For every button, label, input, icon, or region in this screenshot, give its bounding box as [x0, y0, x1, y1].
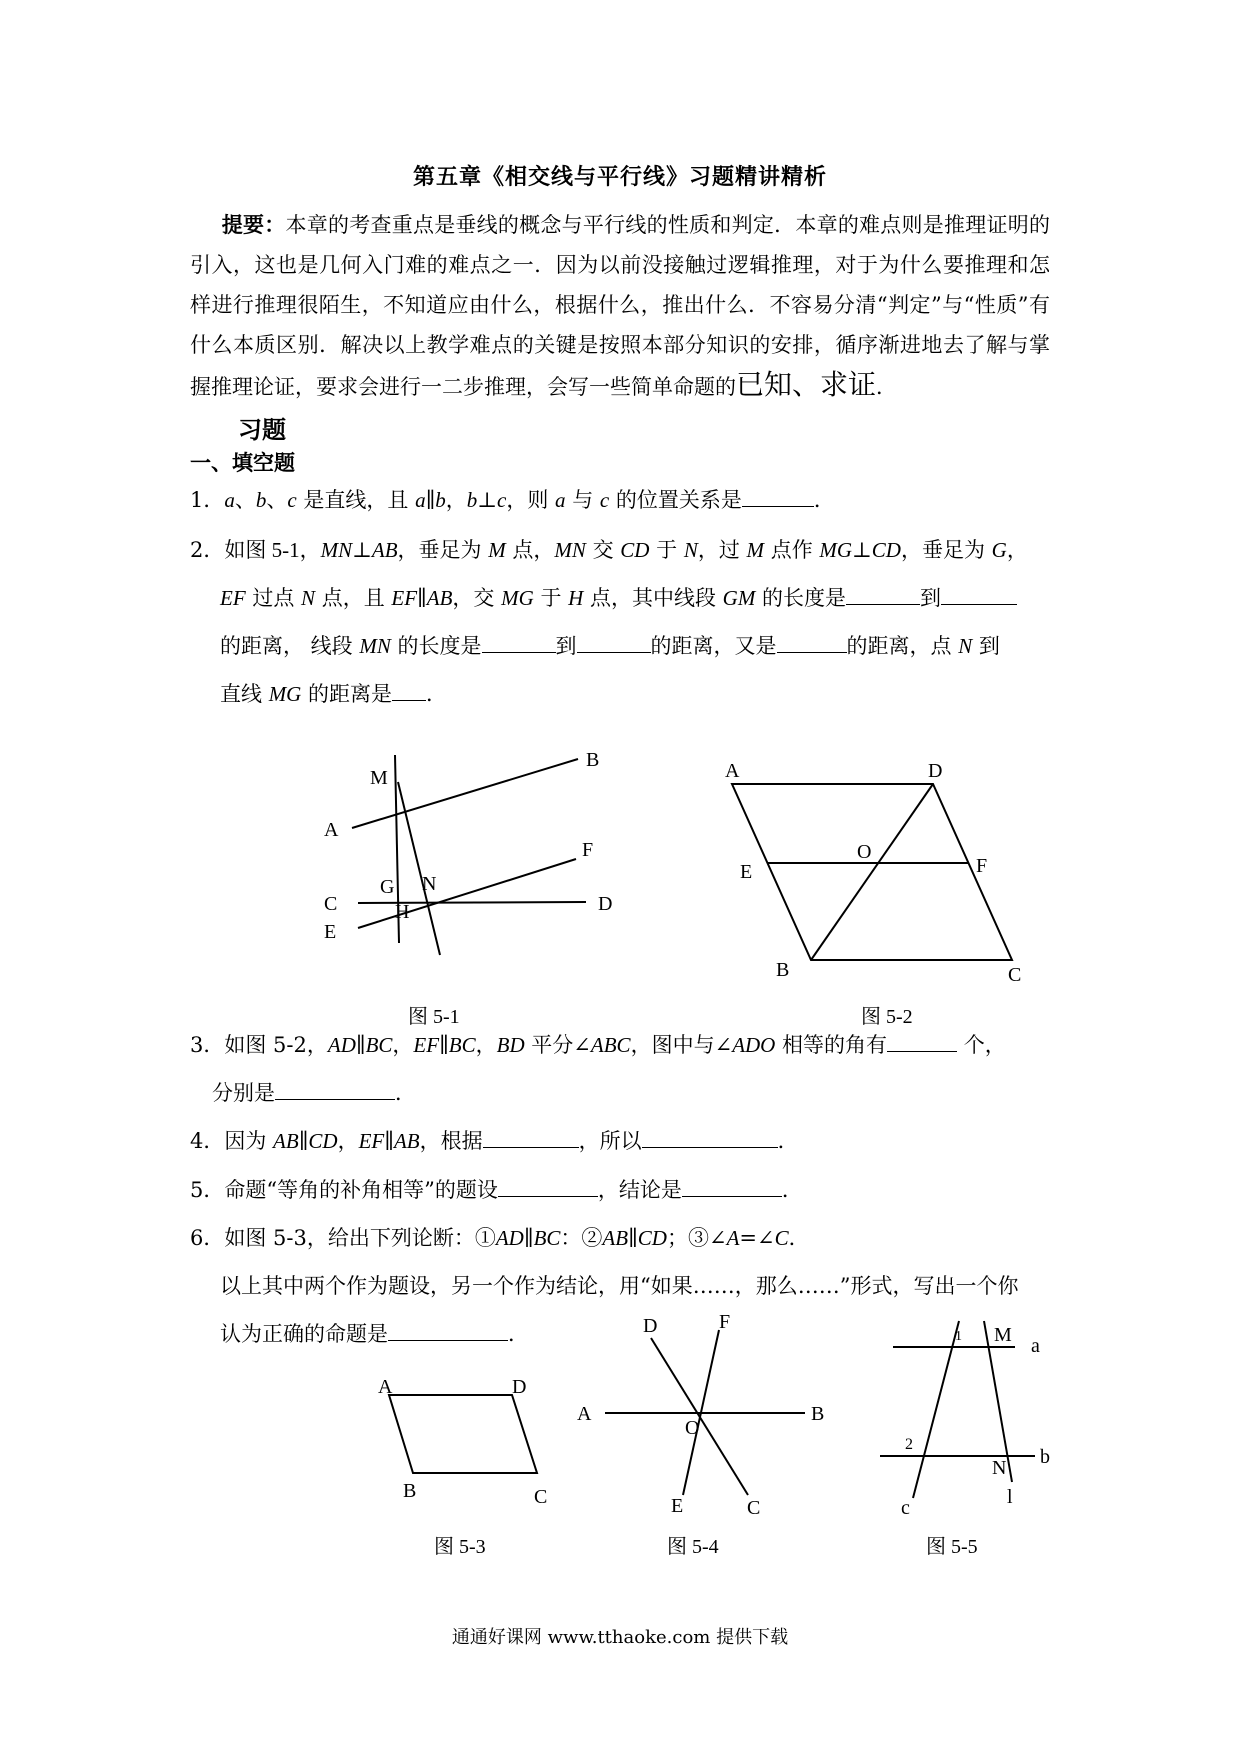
point-d-label: D	[643, 1315, 658, 1337]
q3-t: ∥	[439, 1033, 449, 1057]
q2-t: ，交	[452, 586, 502, 610]
q1-a2: a	[415, 488, 426, 512]
q3-t: ．	[395, 1081, 416, 1105]
figure-5-3	[370, 1365, 560, 1515]
q3-line-2	[212, 1073, 416, 1113]
q2-t: AB	[371, 538, 398, 562]
q1-c2: c	[497, 488, 507, 512]
q2-t: MN	[359, 634, 391, 658]
q1-p6: 与	[565, 488, 600, 512]
point-b-label: B	[586, 749, 600, 771]
q5-t: ．	[781, 1178, 803, 1202]
q6-t: AB	[602, 1226, 629, 1250]
parallelogram-abcd	[389, 1395, 537, 1473]
q3-t: ∥	[355, 1033, 366, 1057]
figure-5-2	[725, 755, 1025, 985]
q4-t: ∥	[384, 1129, 394, 1153]
q1-p4: ，	[445, 488, 467, 512]
q1-a: a	[224, 488, 235, 512]
q6-t: ：②	[560, 1226, 603, 1250]
q2-t: ⊥	[852, 538, 872, 562]
q2-t: ，垂足为	[397, 538, 489, 562]
point-a-label: A	[378, 1376, 393, 1398]
q2-t: G	[991, 538, 1007, 562]
q3-blank-2[interactable]	[275, 1079, 395, 1100]
q6-t: CD	[637, 1226, 667, 1250]
q2-number: 2．	[190, 538, 225, 562]
q1-p3: 是直线，且	[296, 488, 416, 512]
point-b-label: B	[403, 1480, 417, 1502]
q2-line-4	[220, 674, 447, 714]
q4-t: ，所以	[578, 1129, 642, 1153]
point-f-label: F	[976, 855, 988, 877]
q4-blank-2[interactable]	[642, 1127, 778, 1148]
q5-t: 5．命题“等角的补角相等”的题设	[190, 1178, 498, 1202]
angle-1-label: 1	[955, 1329, 962, 1344]
q1-b2: b	[435, 488, 446, 512]
intro-paragraph	[190, 205, 1050, 407]
q6-t: ∥	[523, 1226, 534, 1250]
q3-t: ，图中与∠	[630, 1033, 733, 1057]
intro-tail-big: 已知、求证	[736, 368, 877, 401]
point-c-label: C	[324, 893, 338, 915]
q2-t: 点作	[764, 538, 820, 562]
q2-t: 点，其中线段	[583, 586, 723, 610]
section-title: 习题	[238, 415, 286, 444]
q4-t: AB	[273, 1129, 299, 1153]
q4-t: ．	[777, 1129, 799, 1153]
point-n-label: N	[992, 1457, 1007, 1479]
q6-t: ；③∠	[666, 1226, 727, 1250]
figure-5-3-caption: 图 5-3	[434, 1536, 486, 1558]
q6-t: BC	[533, 1226, 561, 1250]
point-e-label: E	[740, 861, 753, 883]
q1-perp: ⊥	[477, 488, 498, 512]
question-6	[190, 1218, 1019, 1346]
q2-t: 于	[533, 586, 569, 610]
q2-t: MG	[268, 682, 302, 706]
q6-line-3	[220, 1314, 529, 1354]
q2-t: 的距离，又是	[650, 634, 777, 658]
q2-blank-1[interactable]	[846, 584, 920, 605]
question-3	[190, 1025, 1006, 1105]
q3-t: 平分∠	[524, 1033, 591, 1057]
point-f-label: F	[582, 839, 594, 861]
q1-parallel: ∥	[425, 488, 436, 512]
q2-t: 到	[972, 634, 1000, 658]
figure-5-5	[865, 1310, 1075, 1525]
point-o-label: O	[685, 1417, 700, 1439]
line-c-label: c	[901, 1497, 910, 1519]
q2-t: CD	[620, 538, 650, 562]
q2-t: 到	[555, 634, 577, 658]
line-a-label: a	[1031, 1335, 1040, 1357]
point-d-label: D	[928, 760, 943, 782]
point-b-label: B	[811, 1403, 825, 1425]
point-g-label: G	[380, 876, 395, 898]
q2-t: 点，	[505, 538, 555, 562]
q6-blank-1[interactable]	[388, 1320, 508, 1341]
q3-t: ，	[392, 1033, 414, 1057]
q6-t: 6．如图 5-3，给出下列论断：①	[190, 1226, 496, 1250]
q2-t: ∥	[417, 586, 427, 610]
point-n-label: N	[422, 873, 437, 895]
q3-t: ，	[475, 1033, 497, 1057]
q2-t: 的距离是	[301, 682, 393, 706]
point-a-label: A	[725, 760, 740, 782]
q2-blank-2[interactable]	[941, 584, 1017, 605]
q2-t: M	[488, 538, 506, 562]
q3-t: 如图 5-2，	[224, 1033, 328, 1057]
figure-5-5-caption: 图 5-5	[926, 1536, 978, 1558]
q4-t: CD	[308, 1129, 338, 1153]
angle-2-label: 2	[905, 1436, 913, 1453]
q4-t: EF	[358, 1129, 385, 1153]
q2-t: 的长度是	[755, 586, 847, 610]
q5-blank-1[interactable]	[498, 1176, 598, 1197]
q3-t: BC	[365, 1033, 393, 1057]
q4-t: AB	[393, 1129, 420, 1153]
point-e-label: E	[324, 921, 337, 943]
q2-t: 到	[920, 586, 942, 610]
q2-t: EF	[220, 586, 246, 610]
line-cd	[358, 902, 586, 903]
q3-t: ABC	[590, 1033, 631, 1057]
q4-t: 4．因为	[190, 1129, 274, 1153]
q6-t: A	[726, 1226, 740, 1250]
q2-line-3	[220, 626, 1000, 666]
footer-text: 通通好课网 www.tthaoke.com 提供下载	[451, 1627, 789, 1648]
q2-t: N	[958, 634, 973, 658]
q2-t: ，垂足为	[900, 538, 992, 562]
q1-p2: 、	[266, 488, 288, 512]
line-bd	[811, 784, 933, 960]
q2-blank-6[interactable]	[392, 680, 426, 701]
q4-t: ∥	[298, 1129, 309, 1153]
point-a-label: A	[577, 1403, 592, 1425]
q3-t: 分别是	[212, 1081, 275, 1105]
q4-t: ，根据	[419, 1129, 483, 1153]
q6-t: 认为正确的命题是	[220, 1322, 388, 1346]
q4-t: ，	[337, 1129, 359, 1153]
q2-t: CD	[871, 538, 901, 562]
figure-5-4-caption: 图 5-4	[667, 1536, 719, 1558]
point-d-label: D	[598, 893, 613, 915]
q2-t: 如图 5-1，	[224, 538, 321, 562]
q2-t: MN	[554, 538, 586, 562]
q2-t: ⊥	[352, 538, 372, 562]
q6-t: ．	[788, 1226, 810, 1250]
point-c-label: C	[747, 1497, 761, 1519]
q1-c3: c	[599, 488, 610, 512]
q6-t: ．	[508, 1322, 529, 1346]
q1-p1: 、	[234, 488, 256, 512]
point-b-label: B	[776, 959, 790, 981]
q1-p5: ，则	[506, 488, 556, 512]
q2-t: ，	[1006, 538, 1028, 562]
q2-t: 的长度是	[390, 634, 482, 658]
q1-c: c	[287, 488, 297, 512]
q2-t: H	[568, 586, 584, 610]
q1-a3: a	[555, 488, 566, 512]
q2-t: M	[746, 538, 765, 562]
q1-number: 1．	[190, 488, 225, 512]
q3-t: 相等的角有	[775, 1033, 888, 1057]
q6-t: AD	[495, 1226, 524, 1250]
q1-end: ．	[813, 488, 835, 512]
q1-p7: 的位置关系是	[609, 488, 742, 512]
q2-t: MG	[819, 538, 853, 562]
q1-b: b	[255, 488, 267, 512]
q3-blank-1[interactable]	[887, 1031, 957, 1052]
q3-t: EF	[413, 1033, 440, 1057]
point-o-label: O	[857, 841, 872, 863]
figure-5-1-caption: 图 5-1	[408, 1006, 460, 1028]
point-e-label: E	[671, 1495, 684, 1517]
q2-t: MN	[320, 538, 353, 562]
q4-blank-1[interactable]	[483, 1127, 579, 1148]
q2-t: 交	[585, 538, 621, 562]
point-h-label: H	[395, 901, 410, 923]
q2-t: ．	[426, 682, 448, 706]
q6-line-2: 以上其中两个作为题设，另一个作为结论，用“如果……，那么……”形式，写出一个你	[220, 1274, 1019, 1298]
line-l-label: l	[1007, 1486, 1013, 1508]
intro-tail: ．	[876, 375, 898, 399]
q6-t: =∠	[739, 1226, 775, 1250]
q2-blank-5[interactable]	[777, 632, 847, 653]
q5-blank-2[interactable]	[682, 1176, 782, 1197]
point-a-label: A	[324, 819, 339, 841]
question-4	[190, 1121, 799, 1161]
q2-t: 的距离， 线段	[220, 634, 360, 658]
q2-line-2	[220, 578, 1017, 618]
q1-answer-blank[interactable]	[742, 486, 814, 507]
q3-number: 3．	[190, 1033, 225, 1057]
point-f-label: F	[719, 1311, 731, 1333]
question-1	[190, 480, 835, 520]
question-2	[190, 530, 1028, 706]
q3-t: BD	[496, 1033, 525, 1057]
q2-t: ，过	[697, 538, 747, 562]
page-title: 第五章《相交线与平行线》习题精讲精析	[412, 164, 827, 190]
q2-t: AB	[426, 586, 453, 610]
q2-t: EF	[391, 586, 418, 610]
q6-t: C	[774, 1226, 789, 1250]
q2-t: GM	[722, 586, 756, 610]
figure-5-2-caption: 图 5-2	[861, 1006, 913, 1028]
q2-t: 于	[649, 538, 684, 562]
q3-t: BC	[448, 1033, 476, 1057]
q2-t: 点，且	[315, 586, 392, 610]
q2-t: 直线	[220, 682, 269, 706]
line-b-label: b	[1040, 1446, 1050, 1468]
point-m-label: M	[994, 1324, 1012, 1346]
q2-t: 的距离，点	[846, 634, 959, 658]
q2-blank-4[interactable]	[577, 632, 651, 653]
q2-blank-3[interactable]	[482, 632, 556, 653]
intro-lead: 提要：	[221, 212, 286, 237]
q1-b3: b	[466, 488, 478, 512]
q2-t: N	[683, 538, 698, 562]
q2-t: N	[301, 586, 316, 610]
point-m-label: M	[370, 767, 388, 789]
question-5	[190, 1170, 803, 1210]
q5-t: ，结论是	[597, 1178, 682, 1202]
q3-t: 个，	[957, 1033, 1006, 1057]
point-d-label: D	[512, 1376, 527, 1398]
q2-t: 过点	[245, 586, 302, 610]
figure-5-1	[324, 740, 660, 1000]
subsection-title: 一、填空题	[190, 450, 295, 475]
point-c-label: C	[534, 1486, 548, 1508]
q3-t: AD	[327, 1033, 356, 1057]
q6-t: ∥	[628, 1226, 638, 1250]
q3-t: ADO	[732, 1033, 776, 1057]
point-c-label: C	[1008, 964, 1022, 986]
figure-5-4	[575, 1310, 835, 1520]
intro-body: 本章的考查重点是垂线的概念与平行线的性质和判定．本章的难点则是推理证明的引入，这也是几何入门难的难点之一．因为以前没接触过逻辑推理，对于为什么要推理和怎样进行推理很陌生，不知道应由什么，根据什么，推出什么．不容易分清“判定”与“性质”有什么本质区别．解决以上教学难点的关键是按照本部分知识的安排，循序渐进地去了解与掌握推理论证，要求会进行一二步推理，会写一些简单命题的	[190, 213, 1051, 399]
q2-t: MG	[501, 586, 534, 610]
